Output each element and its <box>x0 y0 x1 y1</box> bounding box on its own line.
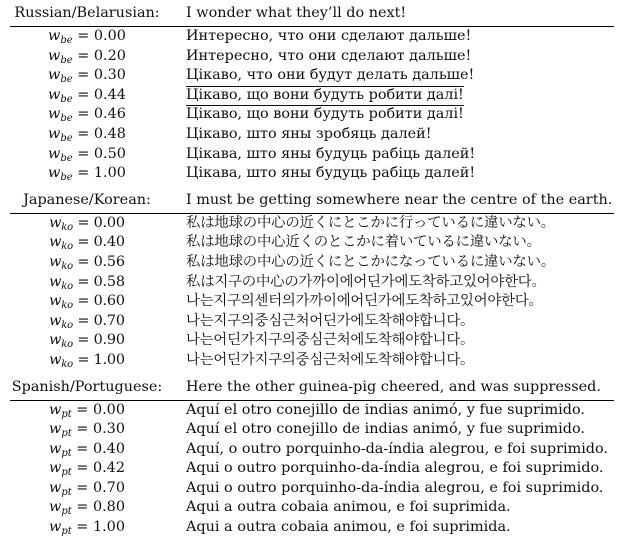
weight-cell: $w_{be} = 0.30$ <box>48 67 126 86</box>
table-row <box>0 214 626 234</box>
translation-cell: Aqui a outra cobaia animou, e foi suprimida. <box>186 519 511 536</box>
translation-cell: 나는지구의중심근처어딘가에도착해야합니다。 <box>186 312 475 329</box>
group-russian-belarusian <box>0 2 626 184</box>
table-row <box>0 498 626 518</box>
table-row <box>0 273 626 293</box>
weight-cell: $w_{ko} = 0.60$ <box>49 293 125 312</box>
table-row <box>0 145 626 165</box>
weight-cell: $w_{pt} = 0.00$ <box>48 401 125 420</box>
translation-cell: Aqui a outra cobaia animou, e foi suprimida. <box>186 499 511 516</box>
weight-cell: $w_{ko} = 0.00$ <box>49 214 125 233</box>
weight-cell: $w_{be} = 0.20$ <box>48 47 126 66</box>
weight-cell: $w_{pt} = 0.42$ <box>48 460 125 479</box>
table-row <box>0 164 626 184</box>
translation-cell: Aqui o outro porquinho-da-índia alegrou, e foi suprimido. <box>186 460 604 477</box>
weight-cell: $w_{pt} = 0.80$ <box>48 499 125 518</box>
table-row <box>0 351 626 371</box>
weight-cell: $w_{be} = 1.00$ <box>48 165 126 184</box>
weight-cell: $w_{pt} = 0.70$ <box>48 479 125 498</box>
translation-cell: Aquí, o outro porquinho-da-índia alegrou, e foi suprimido. <box>186 440 609 457</box>
language-pair-label: Russian/Belarusian: <box>14 5 160 21</box>
weight-cell: $w_{ko} = 0.40$ <box>49 234 125 253</box>
table-row <box>0 420 626 440</box>
translation-cell: 私は지구の中心の가까이에어딘가에도착하고있어야한다。 <box>186 273 546 290</box>
translation-cell: Цікаво, што яны зробяць далей! <box>186 125 432 142</box>
group-header <box>0 2 626 24</box>
table-row <box>0 233 626 253</box>
language-pair-label: Japanese/Korean: <box>23 191 151 208</box>
table-row <box>0 401 626 421</box>
weight-cell: $w_{be} = 0.46$ <box>48 106 126 125</box>
translation-cell: 나는어딘가지구의중심근처에도착해야합니다。 <box>186 351 475 368</box>
translation-cell: Интересно, что они сделают дальше! <box>186 28 472 44</box>
table-row <box>0 27 626 47</box>
group-japanese-korean <box>0 189 626 371</box>
weight-cell: $w_{be} = 0.44$ <box>48 86 126 105</box>
translation-cell: 私は地球の中心の近くにとこかになっているに違いない。 <box>186 253 555 270</box>
translation-cell: Aqui o outro porquinho-da-índia alegrou, e foi suprimido. <box>186 479 604 496</box>
weight-cell: $w_{ko} = 0.58$ <box>49 273 125 292</box>
table-row <box>0 86 626 106</box>
translation-cell: Цікава, што яны будуць рабіць далей! <box>186 145 476 162</box>
translation-cell: Интересно, что они сделают дальше! <box>186 47 472 64</box>
weight-cell: $w_{ko} = 0.56$ <box>49 253 125 272</box>
group-header <box>0 376 626 398</box>
weight-cell: $w_{be} = 0.48$ <box>48 125 126 144</box>
table-row <box>0 440 626 460</box>
translation-cell: Aquí el otro conejillo de indias animó, y fue suprimido. <box>186 401 585 418</box>
table-row <box>0 125 626 145</box>
weight-cell: $w_{pt} = 0.40$ <box>48 440 125 459</box>
translation-cell: 私は地球の中心近くのとこかに着いているに違いない。 <box>186 234 541 251</box>
table-row <box>0 518 626 538</box>
weight-cell: $w_{be} = 0.50$ <box>48 145 126 164</box>
translation-cell: Цікаво, що вони будуть робити далі! <box>186 106 464 123</box>
table-row <box>0 459 626 479</box>
translation-cell: Цікаво, що вони будуть робити далі! <box>186 86 464 103</box>
source-sentence: Here the other guinea-pig cheered, and was suppressed. <box>186 378 601 395</box>
translation-cell: 나는지구의센터의가까이에어딘가에도착하고있어야한다。 <box>186 293 543 310</box>
table-row <box>0 66 626 86</box>
table-row <box>0 479 626 499</box>
translation-cell: Цікава, што яны будуць рабіць далей! <box>186 165 476 182</box>
table-row <box>0 331 626 351</box>
translation-cell: 나는어딘가지구의중심근처에도착해야합니다。 <box>186 332 475 349</box>
table-row <box>0 312 626 332</box>
table-row <box>0 105 626 125</box>
language-pair-label: Spanish/Portuguese: <box>11 378 163 395</box>
translation-cell: 私は地球の中心の近くにとこかに行っているに違いない。 <box>186 214 555 231</box>
weight-cell: $w_{pt} = 0.30$ <box>48 421 125 440</box>
table-row <box>0 253 626 273</box>
table-row <box>0 292 626 312</box>
source-sentence: I wonder what they’ll do next! <box>186 5 407 21</box>
group-spanish-portuguese <box>0 376 626 538</box>
table-row <box>0 47 626 67</box>
translation-cell: Цікаво, что они будут делать дальше! <box>186 67 475 84</box>
weight-cell: $w_{ko} = 0.70$ <box>49 312 125 331</box>
weight-cell: $w_{pt} = 1.00$ <box>48 519 125 538</box>
weight-cell: $w_{ko} = 1.00$ <box>49 351 125 370</box>
group-header <box>0 189 626 211</box>
weight-cell: $w_{be} = 0.00$ <box>48 28 126 46</box>
translation-cell: Aquí el otro conejillo de indias animó, y fue suprimido. <box>186 421 585 438</box>
weight-cell: $w_{ko} = 0.90$ <box>49 332 125 351</box>
source-sentence: I must be getting somewhere near the centre of the earth. <box>186 191 613 208</box>
